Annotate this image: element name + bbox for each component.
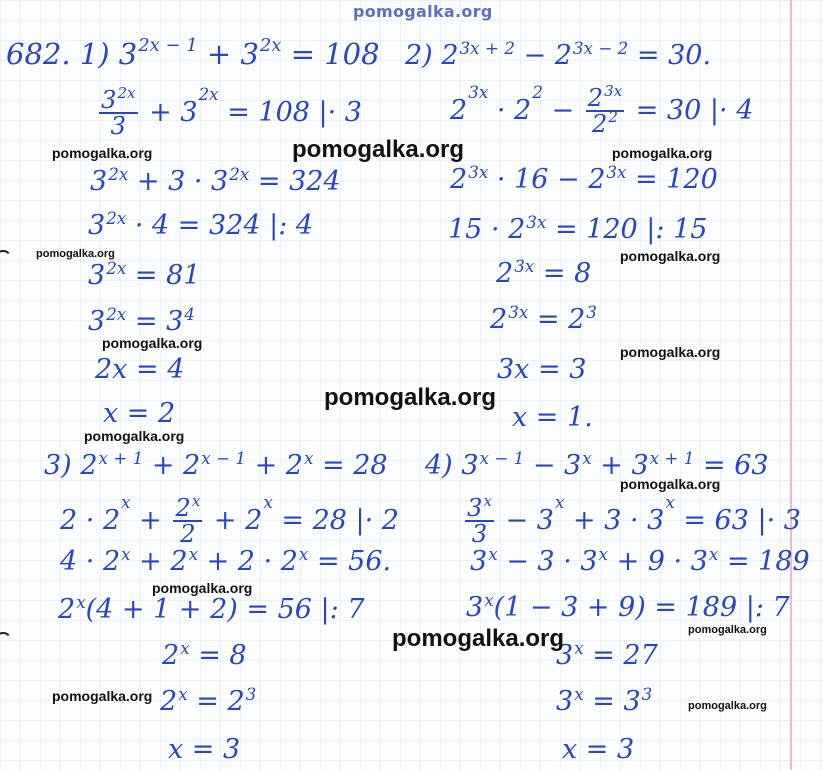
p4-line7: x = 3: [562, 734, 635, 765]
p4-l1-exp3: x + 1: [649, 447, 695, 468]
p3-line1: [44, 447, 388, 481]
p3-l5-base: 2: [162, 640, 180, 671]
p4-l2-base2: 3: [647, 504, 665, 536]
watermark: pomogalka.org: [324, 384, 497, 411]
p2-l2-fraction: [586, 81, 625, 139]
p1-l5-exp: 2x: [106, 257, 127, 278]
p1-line3: [90, 163, 341, 197]
p4-l2-exp2: x: [665, 491, 675, 512]
p4-l1-base1: 3: [461, 450, 479, 481]
p1-line2: [96, 83, 362, 141]
p1-l1-rhs: = 108: [281, 37, 380, 71]
p3-l5-exp: x: [180, 637, 190, 658]
p1-l3-exp1: 2x: [108, 163, 129, 184]
p2-l3-base2: 2: [588, 164, 606, 195]
p2-l3-rhs: = 120: [626, 164, 718, 195]
p2-line6: [490, 301, 597, 335]
p3-l6-exp2: 3: [245, 683, 257, 704]
p1-l4-rhs: · 4 = 324 |: 4: [126, 210, 314, 241]
p3-l3-base2: 2: [170, 546, 188, 577]
p2-l1-base2: 2: [554, 40, 572, 71]
p1-line8: x = 2: [103, 398, 176, 429]
p3-l3-exp1: x: [121, 543, 131, 564]
p1-line7: 2x = 4: [95, 354, 185, 385]
p1-l6-eq: =: [126, 306, 167, 337]
p1-l3-mid: + 3 ·: [128, 166, 211, 197]
p2-line5: [496, 255, 592, 289]
p4-l3-exp2: x: [598, 543, 608, 564]
p3-l1-op2: +: [245, 450, 286, 481]
p1-l2-fraction: [99, 83, 138, 141]
p4-l2-op1: −: [496, 504, 537, 536]
p3-l1-base2: 2: [183, 450, 201, 481]
p4-l3-base1: 3: [470, 546, 488, 577]
p4-l2-num-base: 3: [467, 493, 483, 522]
p1-l2-num-exp: 2x: [117, 83, 136, 102]
p3-l3-exp2: x: [188, 543, 199, 564]
p1-l3-rhs: = 324: [249, 166, 341, 197]
p3-l2-num-base: 2: [175, 493, 191, 522]
p4-label: 4): [425, 450, 453, 481]
p1-l2-base: 3: [180, 96, 198, 128]
p4-l2-rhs: = 63 |· 3: [674, 504, 801, 536]
p3-line2: [60, 491, 399, 549]
watermark: pomogalka.org: [392, 625, 565, 652]
p1-l1-exp1: 2x − 1: [138, 35, 198, 57]
p4-l6-exp1: x: [574, 683, 584, 704]
p4-l3-base2: 3: [580, 546, 598, 577]
p2-l4-rhs: = 120 |: 15: [546, 214, 708, 245]
p4-line4: [466, 589, 790, 623]
p2-l3-exp1: 3x: [468, 161, 489, 182]
p2-l6-eq: =: [528, 304, 569, 335]
p4-l6-base1: 3: [556, 686, 574, 717]
p3-l3-base1: 2: [102, 546, 121, 577]
p3-l6-exp1: x: [178, 683, 188, 704]
watermark: pomogalka.org: [620, 476, 721, 492]
p1-l2-den: 3: [99, 112, 138, 138]
p1-line4: [88, 207, 314, 241]
p2-l2-base2: 2: [514, 94, 532, 126]
p3-l2-op1: +: [130, 504, 171, 536]
p3-l2-num-exp: x: [191, 491, 201, 510]
p2-l2-exp2: 2: [532, 81, 543, 102]
p3-l1-base3: 2: [285, 450, 303, 481]
watermark: pomogalka.org: [102, 335, 203, 351]
p2-l6-exp1: 3x: [508, 301, 529, 322]
p4-line3: [470, 543, 810, 577]
p3-l6-base1: 2: [160, 686, 178, 717]
p4-l6-eq: =: [583, 686, 624, 717]
p4-l6-base2: 3: [623, 686, 641, 717]
p3-line7: x = 3: [168, 734, 241, 765]
p1-l2-num-base: 3: [101, 85, 117, 114]
p2-l6-exp2: 3: [586, 301, 597, 322]
p2-line7: 3x = 3: [497, 354, 587, 385]
p1-line5: [88, 257, 201, 291]
p4-l3-mid1: − 3 ·: [497, 546, 581, 577]
p1-l3-exp2: 2x: [229, 163, 250, 184]
p2-l6-base1: 2: [490, 304, 508, 335]
p3-l6-eq: =: [187, 686, 228, 717]
watermark: pomogalka.org: [688, 700, 767, 712]
p1-l6-base2: 3: [166, 306, 184, 337]
p3-l2-exp2: x: [263, 491, 273, 512]
p2-label: 2): [405, 40, 433, 71]
p1-l1-base1: 3: [118, 37, 138, 71]
watermark: pomogalka.org: [620, 344, 721, 360]
p2-l3-exp2: 3x: [606, 161, 627, 182]
p4-line2: [462, 491, 801, 549]
p2-line4: [448, 211, 708, 245]
p1-l1-op1: +: [197, 37, 241, 71]
p2-l4-pre: 15 ·: [448, 214, 509, 245]
p3-l1-exp2: x − 1: [201, 447, 246, 468]
p4-l4-rhs: (1 − 3 + 9) = 189 |: 7: [493, 592, 790, 623]
binder-hole-bottom: [0, 632, 12, 650]
p2-line8: x = 1.: [512, 402, 593, 433]
p4-l1-op1: −: [524, 450, 565, 481]
p3-l6-base2: 2: [227, 686, 245, 717]
p4-line6: [556, 683, 653, 717]
p3-l2-pre: 2 ·: [60, 504, 103, 536]
problem-number: 682.: [6, 37, 71, 71]
p3-l2-base1: 2: [102, 504, 121, 536]
p1-line6: [88, 303, 195, 337]
p3-l3-exp3: x: [298, 543, 309, 564]
p2-line2: [450, 81, 754, 139]
p2-l2-base1: 2: [450, 94, 468, 126]
p3-line6: [160, 683, 257, 717]
p3-l2-op2: +: [205, 504, 246, 536]
p2-l2-num-exp: 3x: [604, 81, 623, 100]
watermark: pomogalka.org: [36, 248, 115, 260]
p3-l2-den: 2: [173, 520, 202, 546]
p2-l4-base: 2: [508, 214, 526, 245]
p4-l5-rhs: = 27: [583, 640, 658, 671]
watermark: pomogalka.org: [620, 248, 721, 264]
p4-l3-base3: 3: [690, 546, 708, 577]
p2-l3-base1: 2: [450, 164, 468, 195]
p4-line5: [556, 637, 658, 671]
p4-l3-rhs: = 189: [718, 546, 810, 577]
p2-l2-dot: ·: [488, 94, 515, 126]
p2-l2-den-base: 2: [591, 109, 608, 139]
p4-l1-rhs: = 63: [694, 450, 769, 481]
p3-l3-pre: 4 ·: [60, 546, 103, 577]
p2-l1-exp1: 3x + 2: [459, 37, 515, 58]
p1-l6-base1: 3: [88, 306, 106, 337]
p4-l3-exp3: x: [708, 543, 719, 564]
p1-l1-exp2: 2x: [259, 35, 282, 57]
p4-l1-base2: 3: [564, 450, 582, 481]
p2-l5-rhs: = 8: [534, 258, 592, 289]
p2-l1-base1: 2: [441, 40, 459, 71]
p2-l4-exp: 3x: [526, 211, 547, 232]
p3-l1-base1: 2: [80, 450, 98, 481]
watermark: pomogalka.org: [292, 136, 465, 163]
p1-l4-exp: 2x: [106, 207, 127, 228]
watermark: pomogalka.org: [52, 145, 153, 161]
p3-l1-exp3: x: [303, 447, 314, 468]
p4-l4-base: 3: [466, 592, 484, 623]
p3-l2-exp1: x: [121, 491, 131, 512]
p4-l3-exp1: x: [488, 543, 498, 564]
p3-l1-rhs: = 28: [313, 450, 388, 481]
p1-l2-rhs: = 108 |· 3: [218, 96, 362, 128]
p1-l3-base1: 3: [90, 166, 108, 197]
p1-label: 1): [79, 37, 110, 71]
watermark: pomogalka.org: [612, 145, 713, 161]
p3-l1-op1: +: [143, 450, 184, 481]
p3-l3-rhs: = 56.: [308, 546, 392, 577]
p4-line1: [425, 447, 769, 481]
p2-l6-base2: 2: [568, 304, 586, 335]
p4-l2-den: 3: [465, 520, 494, 546]
p2-l5-exp: 3x: [514, 255, 535, 276]
p4-l1-op2: +: [591, 450, 632, 481]
site-header-watermark: pomogalka.org: [353, 2, 493, 21]
p1-l2-op: +: [140, 96, 181, 128]
p3-l4-exp: x: [76, 591, 86, 612]
p4-l6-exp2: 3: [641, 683, 653, 704]
p3-l2-base2: 2: [245, 504, 263, 536]
p2-l3-mid: · 16 −: [488, 164, 589, 195]
p2-line3: [450, 161, 718, 195]
p2-l2-op: −: [542, 94, 583, 126]
p3-l3-mid: + 2 ·: [198, 546, 281, 577]
p3-l1-exp1: x + 1: [98, 447, 144, 468]
p3-label: 3): [44, 450, 72, 481]
p1-l5-rhs: = 81: [126, 260, 201, 291]
p3-line5: [162, 637, 247, 671]
p3-l3-base3: 2: [280, 546, 298, 577]
p1-l1-base2: 3: [240, 37, 259, 71]
watermark: pomogalka.org: [152, 580, 253, 596]
p3-l4-rhs: (4 + 1 + 2) = 56 |: 7: [85, 594, 365, 625]
p4-l2-fraction: [465, 491, 494, 549]
p4-l1-exp1: x − 1: [479, 447, 525, 468]
p4-l2-exp1: x: [554, 491, 565, 512]
p3-l5-rhs: = 8: [189, 640, 247, 671]
watermark: pomogalka.org: [688, 624, 767, 636]
p4-l2-base1: 3: [536, 504, 554, 536]
p2-l5-base: 2: [496, 258, 514, 289]
p2-l2-rhs: = 30 |· 4: [627, 94, 754, 126]
p4-l5-base: 3: [556, 640, 574, 671]
binder-hole-top: [0, 250, 12, 268]
p3-l4-base: 2: [58, 594, 76, 625]
notebook-margin-line: [790, 0, 792, 770]
p2-l2-num-base: 2: [587, 83, 604, 112]
p1-line1: [6, 35, 380, 71]
p4-l2-num-exp: x: [483, 491, 492, 510]
watermark: pomogalka.org: [52, 688, 153, 704]
p4-l4-exp: x: [484, 589, 494, 610]
p4-l1-exp2: x: [582, 447, 592, 468]
p2-l1-op: −: [514, 40, 555, 71]
p3-line3: [60, 543, 392, 577]
p4-l3-mid2: + 9 ·: [608, 546, 691, 577]
p1-l4-base: 3: [88, 210, 106, 241]
p1-l2-exp: 2x: [198, 83, 219, 104]
p4-l5-exp: x: [574, 637, 584, 658]
p3-l2-fraction: [173, 491, 202, 549]
p4-l2-mid: + 3 ·: [564, 504, 648, 536]
p2-line1: [405, 37, 712, 71]
p3-line4: [58, 591, 365, 625]
watermark: pomogalka.org: [84, 428, 185, 444]
p4-l1-base3: 3: [631, 450, 649, 481]
p1-l6-exp1: 2x: [106, 303, 127, 324]
p2-l1-exp2: 3x − 2: [572, 37, 629, 58]
p1-l5-base: 3: [88, 260, 106, 291]
p3-l2-rhs: = 28 |· 2: [272, 504, 399, 536]
p1-l3-base2: 3: [211, 166, 229, 197]
p3-l3-op1: +: [130, 546, 171, 577]
p1-l6-exp2: 4: [184, 303, 195, 324]
p2-l2-exp1: 3x: [468, 81, 489, 102]
p2-l2-den-exp: 2: [608, 108, 618, 127]
p2-l1-rhs: = 30.: [628, 40, 712, 71]
